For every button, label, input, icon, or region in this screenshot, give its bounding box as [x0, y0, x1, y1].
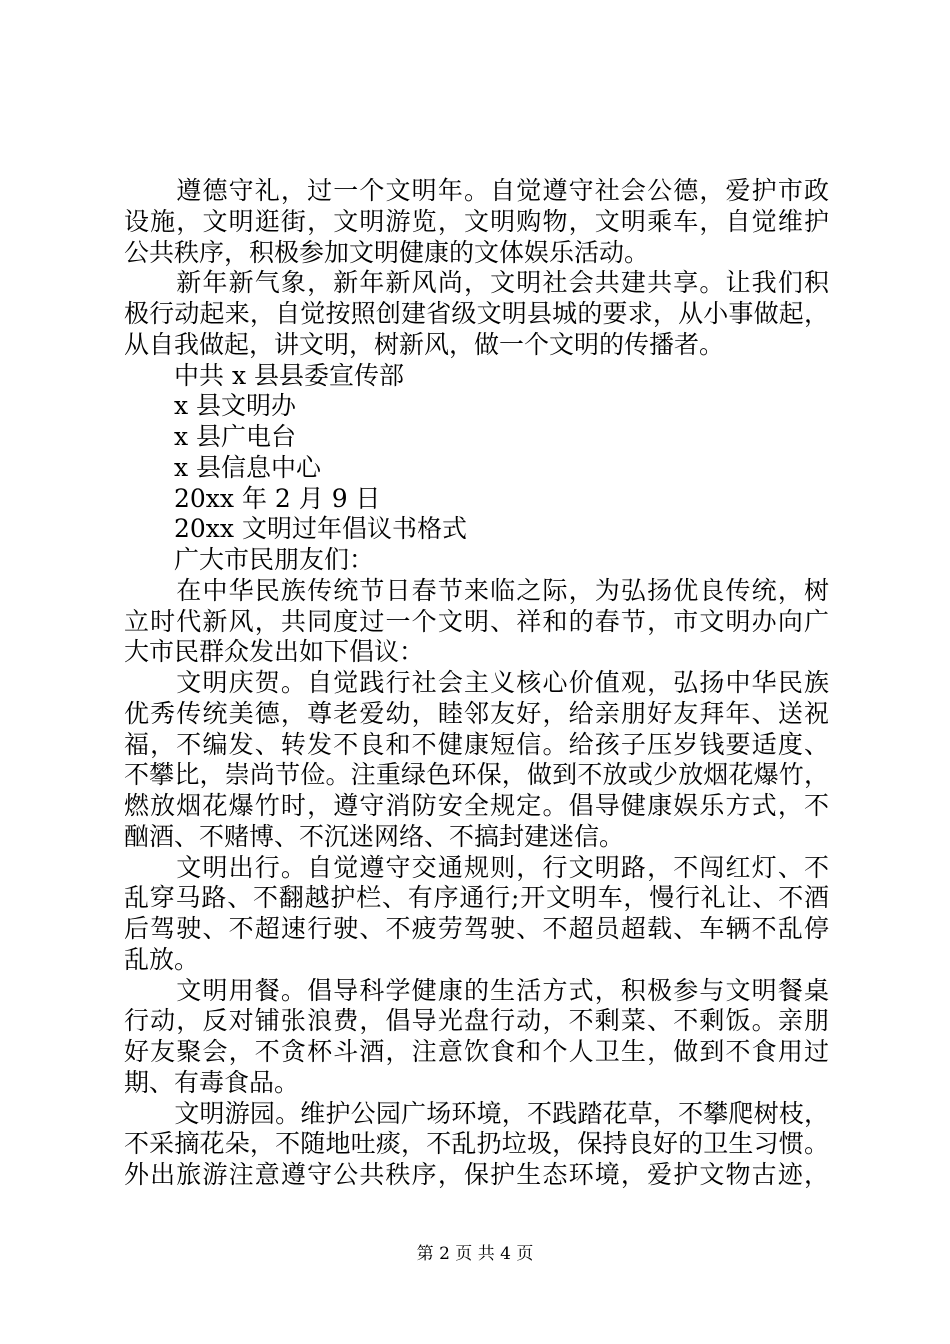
text-line: 优秀传统美德，尊老爱幼，睦邻友好，给亲朋好友拜年、送祝 — [124, 698, 829, 728]
text-line: 文明游园。维护公园广场环境，不践踏花草，不攀爬树枝， — [124, 1098, 829, 1128]
text-line: 燃放烟花爆竹时，遵守消防安全规定。倡导健康娱乐方式，不 — [124, 791, 829, 820]
text-line: 公共秩序，积极参加文明健康的文体娱乐活动。 — [124, 237, 650, 267]
text-line: 不攀比，崇尚节俭。注重绿色环保，做到不放或少放烟花爆竹， — [124, 760, 829, 790]
section-title: 20xx 文明过年倡议书格式 — [124, 514, 467, 544]
text-line: 极行动起来，自觉按照创建省级文明县城的要求，从小事做起， — [124, 299, 829, 328]
text-line: 遵德守礼，过一个文明年。自觉遵守社会公德，爱护市政 — [124, 176, 829, 205]
text-line: 福，不编发、转发不良和不健康短信。给孩子压岁钱要适度、 — [124, 729, 829, 759]
text-line: 乱放。 — [124, 944, 200, 974]
text-line: 从自我做起，讲文明，树新风，做一个文明的传播者。 — [124, 329, 725, 359]
text-line: 乱穿马路、不翻越护栏、有序通行;开文明车，慢行礼让、不酒 — [124, 883, 829, 913]
text-line: 大市民群众发出如下倡议： — [124, 637, 425, 667]
text-line: 设施，文明逛街，文明游览，文明购物，文明乘车，自觉维护 — [124, 206, 829, 236]
text-line: 文明出行。自觉遵守交通规则，行文明路，不闯红灯、不 — [124, 852, 829, 882]
salutation: 广大市民朋友们： — [124, 545, 375, 574]
text-line: 后驾驶、不超速行驶、不疲劳驾驶、不超员超载、车辆不乱停 — [124, 914, 829, 943]
signature-line: x 县广电台 — [124, 422, 297, 451]
text-line: 酗酒、不赌博、不沉迷网络、不搞封建迷信。 — [124, 821, 625, 851]
date-line: 20xx 年 2 月 9 日 — [124, 483, 381, 513]
signature-line: x 县信息中心 — [124, 452, 322, 482]
text-line: 行动，反对铺张浪费，倡导光盘行动，不剩菜、不剩饭。亲朋 — [124, 1006, 829, 1036]
signature-line: x 县文明办 — [124, 391, 297, 421]
text-line: 期、有毒食品。 — [124, 1067, 300, 1097]
text-line: 文明庆贺。自觉践行社会主义核心价值观，弘扬中华民族 — [124, 668, 829, 697]
text-line: 不采摘花朵，不随地吐痰，不乱扔垃圾，保持良好的卫生习惯。 — [124, 1129, 829, 1159]
text-line: 好友聚会，不贪杯斗酒，注意饮食和个人卫生，做到不食用过 — [124, 1037, 829, 1066]
page-number-footer: 第 2 页 共 4 页 — [416, 1244, 534, 1264]
document-body — [124, 176, 829, 1191]
text-line: 新年新气象，新年新风尚，文明社会共建共享。让我们积 — [124, 268, 829, 298]
text-line: 文明用餐。倡导科学健康的生活方式，积极参与文明餐桌 — [124, 975, 829, 1005]
signature-line: 中共 x 县县委宣传部 — [124, 360, 404, 390]
text-line: 在中华民族传统节日春节来临之际，为弘扬优良传统，树 — [124, 575, 829, 605]
text-line: 外出旅游注意遵守公共秩序，保护生态环境，爱护文物古迹， — [124, 1160, 829, 1189]
text-line: 立时代新风，共同度过一个文明、祥和的春节，市文明办向广 — [124, 606, 829, 636]
